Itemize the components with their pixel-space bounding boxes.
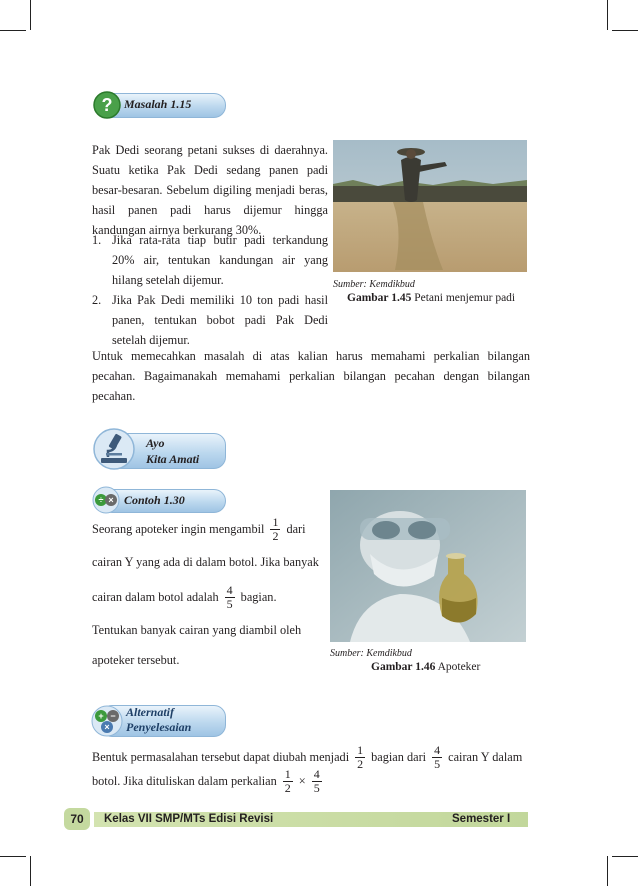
fraction-denominator: 5 [434, 756, 441, 771]
fraction-denominator: 2 [357, 756, 364, 771]
example-text: Seorang apoteker ingin mengambil [92, 522, 265, 536]
crop-mark [30, 0, 31, 30]
svg-text:×: × [104, 722, 110, 732]
figure-caption-text: Apoteker [437, 661, 481, 673]
fraction-numerator: 1 [284, 766, 291, 781]
svg-text:×: × [108, 495, 114, 505]
problem-item-num: 2. [92, 293, 102, 307]
fraction [312, 768, 322, 795]
microscope-icon [92, 427, 136, 471]
figure-source: Sumber: Kemdikbud [333, 279, 415, 290]
example-line1 [92, 511, 332, 547]
solution-text: cairan Y dalam [448, 750, 523, 764]
example-text: dari [286, 522, 306, 536]
page-number: 70 [64, 808, 90, 830]
figure-source: Sumber: Kemdikbud [330, 648, 412, 659]
fraction-numerator: 4 [226, 582, 233, 597]
operations-icon [90, 704, 124, 738]
example-line5: apoteker tersebut. [92, 653, 180, 667]
crop-mark [0, 30, 26, 31]
fraction-numerator: 4 [434, 742, 441, 757]
fraction [283, 768, 293, 795]
crop-mark [612, 856, 638, 857]
crop-mark [612, 30, 638, 31]
example-line4: Tentukan banyak cairan yang diambil oleh [92, 623, 302, 637]
example-text: bagian. [240, 590, 277, 604]
solution-text: bagian dari [371, 750, 427, 764]
solution-line2: Penyelesaian [126, 720, 192, 734]
example-text: cairan dalam botol adalah [92, 590, 219, 604]
solution-text: botol. Jika dituliskan dalam perkalian [92, 774, 277, 788]
svg-text:−: − [110, 711, 116, 721]
fraction-denominator: 2 [284, 780, 291, 795]
fraction [355, 744, 365, 771]
book-title: Kelas VII SMP/MTs Edisi Revisi [104, 813, 274, 825]
solution-line1: Alternatif [126, 705, 175, 719]
example-number: 1.30 [163, 493, 185, 507]
fraction-denominator: 5 [226, 596, 233, 611]
figure-caption [371, 661, 480, 673]
svg-text:+: + [98, 711, 104, 721]
fraction [432, 744, 442, 771]
pharmacist-photo [330, 490, 526, 642]
observe-line1: Ayo [146, 436, 165, 450]
problem-intro: Pak Dedi seorang petani sukses di daerahnya. Suatu ketika Pak Dedi sedang panen padi besar-besaran. Sebelum digiling menjadi beras, hasil panen padi harus dijemur hingga kandungan airnya berkurang 30%. [92, 143, 328, 237]
svg-text:?: ? [101, 95, 113, 115]
problem-item: Jika Pak Dedi memiliki 10 ton padi hasil panen, tentukan bobot padi Pak Dedi setelah dijemur. [112, 293, 328, 347]
times-sign: × [298, 774, 306, 788]
example-label: Contoh [124, 493, 161, 507]
fraction-numerator: 4 [313, 766, 320, 781]
problem-number: 1.15 [170, 97, 192, 111]
figure-caption [347, 292, 515, 304]
observe-title [146, 435, 199, 467]
problem-item: Jika rata-rata tiap butir padi terkandung 20% air, tentukan kandungan air yang hilang setelah dijemur. [112, 233, 328, 287]
fraction-denominator: 5 [313, 780, 320, 795]
question-icon [92, 90, 122, 120]
svg-text:÷: ÷ [98, 495, 104, 505]
problem-label: Masalah [124, 97, 168, 111]
example-line3 [92, 579, 277, 615]
example-title [124, 493, 185, 508]
solution-title [126, 705, 191, 735]
fraction-numerator: 1 [357, 742, 364, 757]
observe-line2: Kita Amati [146, 452, 200, 466]
fraction [225, 584, 235, 611]
fraction-numerator: 1 [272, 514, 279, 529]
solution-text: Bentuk permasalahan tersebut dapat diubah menjadi [92, 750, 350, 764]
fraction [270, 516, 280, 543]
problem-item-num: 1. [92, 233, 102, 247]
operations-icon [92, 486, 120, 514]
transition-paragraph: Untuk memecahkan masalah di atas kalian harus memahami perkalian bilangan pecahan. Bagaimanakah memahami perkalian bilangan pecahan dengan bilangan pecahan. [92, 349, 530, 403]
solution-line-2 [92, 763, 328, 799]
figure-caption-text: Petani menjemur padi [414, 292, 516, 304]
crop-mark [30, 856, 31, 886]
figure-number: Gambar 1.45 [347, 292, 412, 304]
fraction-denominator: 2 [272, 528, 279, 543]
figure-number: Gambar 1.46 [371, 661, 436, 673]
crop-mark [607, 856, 608, 886]
semester-label: Semester I [452, 813, 511, 825]
problem-title [124, 97, 191, 112]
farmer-photo [333, 140, 527, 272]
crop-mark [0, 856, 26, 857]
example-line2: cairan Y yang ada di dalam botol. Jika banyak [92, 555, 319, 569]
crop-mark [607, 0, 608, 30]
